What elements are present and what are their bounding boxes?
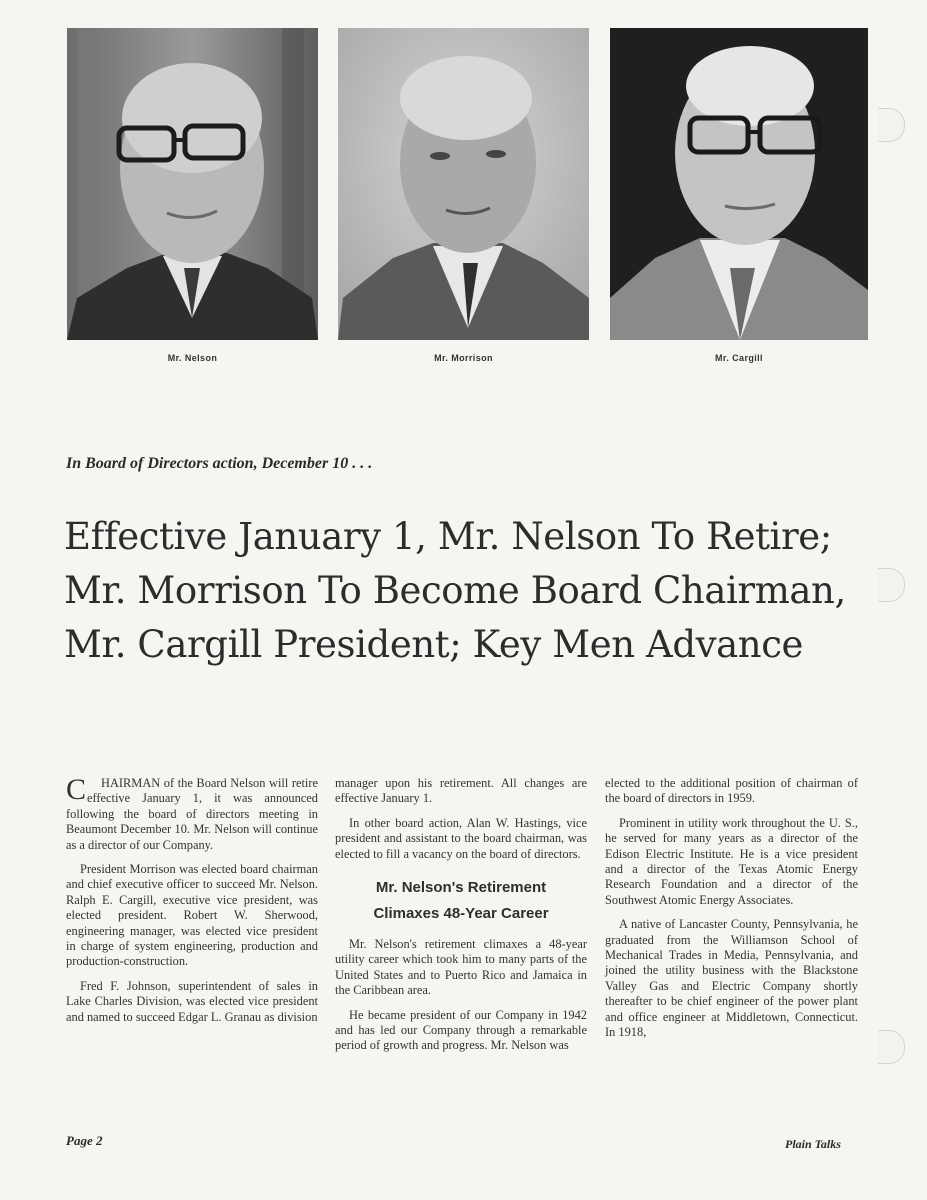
article-paragraph: Fred F. Johnson, superintendent of sales in Lake Charles Division, was elected vice president and named to succeed Edgar L. Granau as division (66, 978, 318, 1024)
subheading: Mr. Nelson's Retirement Climaxes 48-Year Career (373, 879, 549, 923)
drop-cap: C (66, 773, 87, 806)
article-column-1 (66, 773, 318, 1034)
headline-line-2: Mr. Morrison To Become Board Chairman, (64, 569, 846, 612)
caption-nelson: Mr. Nelson (167, 353, 218, 363)
article-column-2 (335, 776, 587, 1063)
kicker: In Board of Directors action, December 10 . . . (66, 455, 373, 472)
article-paragraph: C HAIRMAN of the Board Nelson will retire effective January 1, it was announced following the board of directors meeting in Beaumont December 10. Mr. Nelson will continue as a director of our Company. (66, 776, 318, 853)
caption-cargill: Mr. Cargill (715, 353, 763, 363)
article-paragraph: manager upon his retirement. All changes are effective January 1. (335, 776, 587, 806)
article-paragraph: Mr. Nelson's retirement climaxes a 48-year utility career which took him to many parts of the United States and to Puerto Rico and Jamaica in the Caribbean area. (335, 937, 587, 998)
article-paragraph: Prominent in utility work throughout the U. S., he served for many years as a director of the Edison Electric Institute. He is a vice president and a director of the Texas Atomic Energy Research Foundation and a director of the Southwest Atomic Energy Associates. (605, 815, 858, 907)
binder-hole (878, 1030, 905, 1064)
article-paragraph: President Morrison was elected board chairman and chief executive officer to succeed Mr. Nelson. Ralph E. Cargill, executive vice president, was elected president. Robert W. Sherwood, engineering manager, was elected vice president in charge of system engineering, production and production-construction. (66, 862, 318, 969)
headline-line-1: Effective January 1, Mr. Nelson To Retire; (64, 515, 832, 558)
photo-mr-morrison (338, 28, 589, 340)
headline-line-3: Mr. Cargill President; Key Men Advance (64, 623, 804, 666)
article-column-3 (605, 776, 858, 1050)
article-paragraph: elected to the additional position of chairman of the board of directors in 1959. (605, 776, 858, 806)
caption-morrison: Mr. Morrison (434, 353, 493, 363)
article-paragraph: He became president of our Company in 1942 and has led our Company through a remarkable period of growth and progress. Mr. Nelson was (335, 1007, 587, 1053)
photo-mr-nelson (67, 28, 318, 340)
page-number: Page 2 (66, 1133, 103, 1148)
binder-hole (878, 568, 905, 602)
binder-hole (878, 108, 905, 142)
photo-mr-cargill (610, 28, 868, 340)
article-paragraph: A native of Lancaster County, Pennsylvania, he graduated from the Williamson School of Mechanical Trades in Media, Pennsylvania, and joined the utility business with the Blackstone Valley Gas and Electric Company shortly thereafter to be chief engineer of the power plant and office engineer at Middletown, Connecticut. In 1918, (605, 917, 858, 1040)
headline (64, 510, 864, 672)
article-paragraph: In other board action, Alan W. Hastings, vice president and assistant to the board chairman, was elected to fill a vacancy on the board of directors. (335, 815, 587, 861)
publication-name: Plain Talks (785, 1137, 841, 1151)
